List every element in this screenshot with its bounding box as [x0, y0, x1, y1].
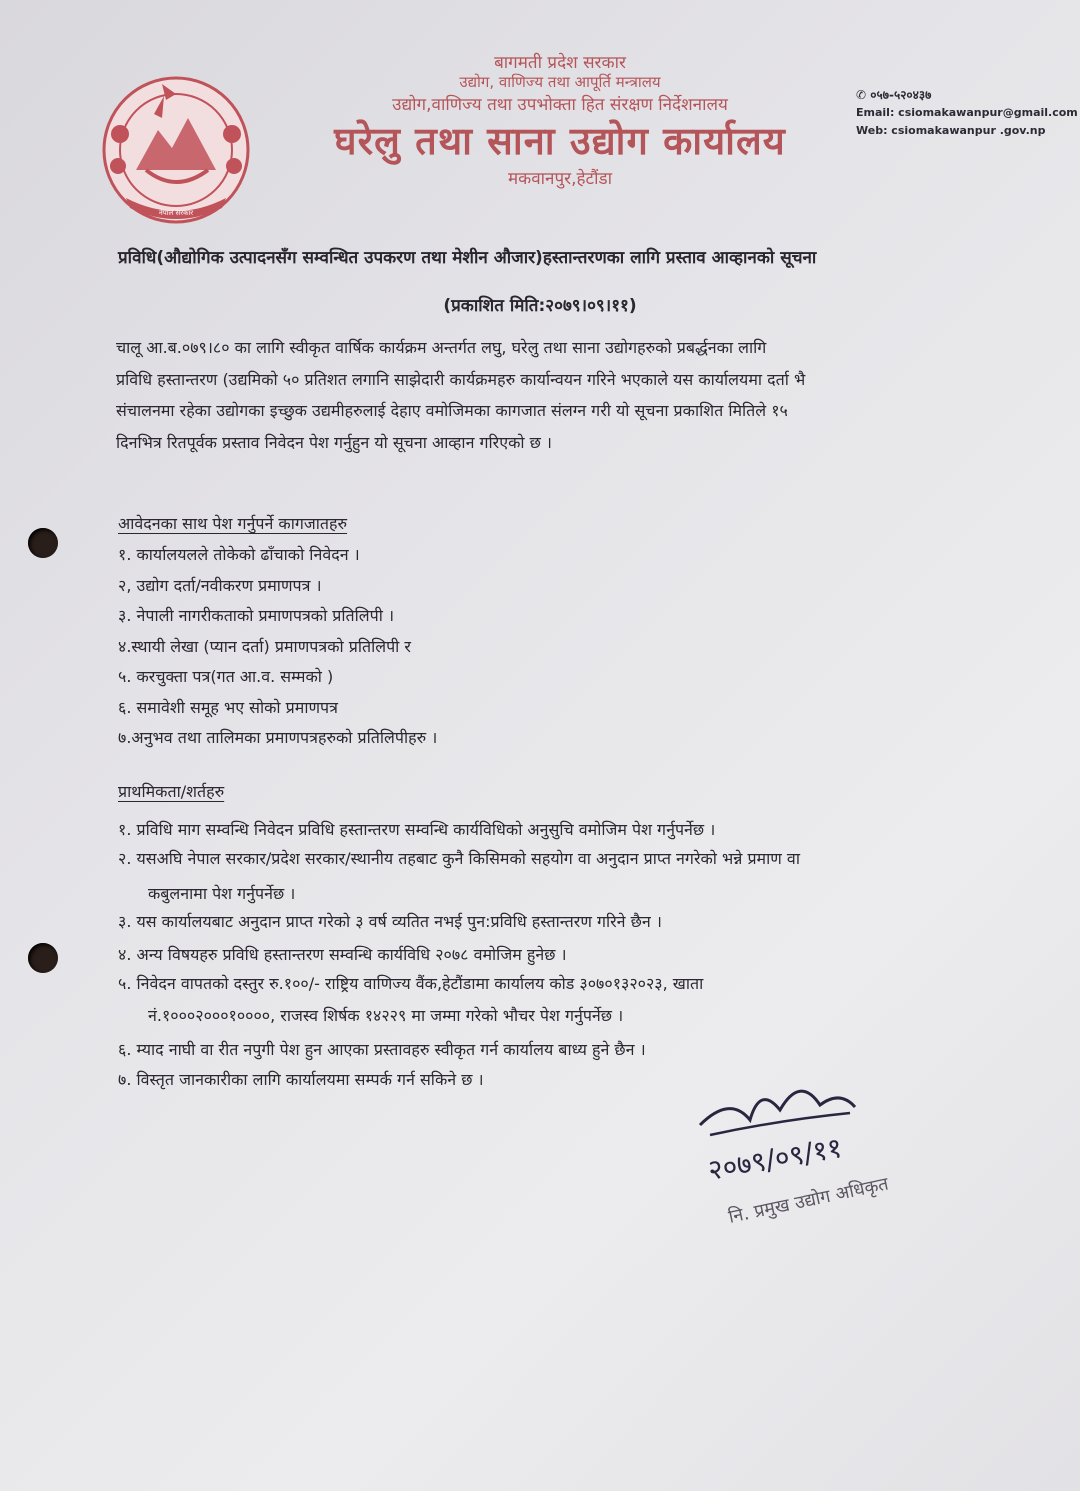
signature-block — [690, 1065, 970, 1235]
list-item: ३. नेपाली नागरीकताको प्रमाणपत्रको प्रतिलिपी । — [118, 606, 395, 625]
office-location: मकवानपुर,हेटौंडा — [507, 169, 613, 189]
list-item: २, उद्योग दर्ता/नवीकरण प्रमाणपत्र । — [118, 575, 322, 595]
list-item: ७. विस्तृत जानकारीका लागि कार्यालयमा सम्पर्क गर्न सकिने छ । — [118, 1070, 484, 1089]
list-item: ४.स्थायी लेखा (प्यान दर्ता) प्रमाणपत्रको प्रतिलिपी र — [118, 636, 411, 656]
documents-heading: आवेदनका साथ पेश गर्नुपर्ने कागजातहरु — [118, 514, 348, 533]
body-line: प्रविधि हस्तान्तरण (उद्यमिको ५० प्रतिशत लगानि साझेदारी कार्यक्रमहरु कार्यान्वयन गरिने भएकाले यस कार्यालयमा दर्ता भै — [116, 369, 806, 389]
list-item: ६. समावेशी समूह भए सोको प्रमाणपत्र — [118, 697, 338, 717]
contact-block — [856, 86, 1078, 140]
nepal-emblem-icon — [96, 74, 256, 226]
list-item: कबुलनामा पेश गर्नुपर्नेछ । — [148, 884, 296, 903]
list-item: ६. म्याद नाघी वा रीत नपुगी पेश हुन आएका प्रस्तावहरु स्वीकृत गर्न कार्यालय बाध्य हुने छैन । — [118, 1040, 646, 1059]
phone-number: ०५७-५२०४३७ — [870, 88, 932, 102]
emblem-motto: नेपाल सरकार — [158, 209, 194, 217]
list-item: ४. अन्य विषयहरु प्रविधि हस्तान्तरण सम्वन्धि कार्यविधि २०७८ वमोजिम हुनेछ । — [118, 945, 567, 964]
list-item: ५. निवेदन वापतको दस्तुर रु.१००/- राष्ट्रिय वाणिज्य वैंक,हेटौंडामा कार्यालय कोड ३०७०१३२०२३, खाता — [118, 974, 704, 993]
list-item: ५. करचुक्ता पत्र(गत आ.व. सम्मको ) — [118, 667, 334, 686]
notice-body — [116, 332, 1018, 458]
list-item: १. प्रविधि माग सम्वन्धि निवेदन प्रविधि हस्तान्तरण सम्वन्धि कार्यविधिको अनुसुचि वमोजिम पेश गर्नुपर्नेछ । — [118, 820, 716, 839]
list-item: २. यसअघि नेपाल सरकार/प्रदेश सरकार/स्थानीय तहबाट कुनै किसिमको सहयोग वा अनुदान प्राप्त नगरेको भन्ने प्रमाण वा — [118, 849, 800, 868]
email-text: Email: csiomakawanpur@gmail.com — [856, 106, 1078, 119]
list-item: १. कार्यालयलले तोकेको ढाँचाको निवेदन । — [118, 545, 360, 564]
punch-hole — [28, 528, 58, 558]
published-date: (प्रकाशित मिति:२०७९।०९।११) — [443, 296, 637, 316]
body-line: दिनभित्र रितपूर्वक प्रस्ताव निवेदन पेश गर्नुहुन यो सूचना आव्हान गरिएको छ । — [116, 432, 552, 452]
list-item: ३. यस कार्यालयबाट अनुदान प्राप्त गरेको ३ वर्ष व्यतित नभई पुन:प्रविधि हस्तान्तरण गरिने छैन । — [118, 912, 662, 931]
documents-list — [118, 540, 437, 754]
phone-icon: ✆ — [856, 88, 867, 102]
body-line: संचालनमा रहेका उद्योगका इच्छुक उद्यमीहरुलाई देहाए वमोजिमका कागजात संलग्न गरी यो सूचना प्रकाशित मितिले १५ — [116, 401, 788, 420]
office-name: घरेलु तथा साना उद्योग कार्यालय — [334, 119, 786, 163]
punch-hole — [28, 943, 58, 973]
phone-row — [856, 86, 1078, 104]
conditions-heading: प्राथमिकता/शर्तहरु — [118, 782, 225, 801]
list-item: ७.अनुभव तथा तालिमका प्रमाणपत्रहरुको प्रतिलिपीहरु । — [118, 728, 438, 747]
web-text: Web: csiomakawanpur .gov.np — [856, 124, 1046, 137]
notice-title: प्रविधि(औद्योगिक उत्पादनसँग सम्वन्धित उपकरण तथा मेशीन औजार)हस्तान्तरणका लागि प्रस्ताव आव्हानको सूचना — [118, 248, 817, 268]
body-line: चालू आ.ब.०७९।८० का लागि स्वीकृत वार्षिक कार्यक्रम अन्तर्गत लघु, घरेलु तथा साना उद्योगहरुको प्रबर्द्धनका लागि — [116, 338, 767, 357]
ministry-name: उद्योग, वाणिज्य तथा आपूर्ति मन्त्रालय — [459, 73, 661, 91]
list-item: नं.१०००२०००१००००, राजस्व शिर्षक १४२२९ मा जम्मा गरेको भौचर पेश गर्नुपर्नेछ । — [148, 1006, 624, 1025]
signature-date: २०७९/०९/११ — [705, 1130, 845, 1187]
directorate-name: उद्योग,वाणिज्य तथा उपभोक्ता हित संरक्षण निर्देशनालय — [392, 95, 728, 115]
signature-designation: नि. प्रमुख उद्योग अधिकृत — [726, 1173, 891, 1228]
province-government: बागमती प्रदेश सरकार — [494, 53, 626, 73]
